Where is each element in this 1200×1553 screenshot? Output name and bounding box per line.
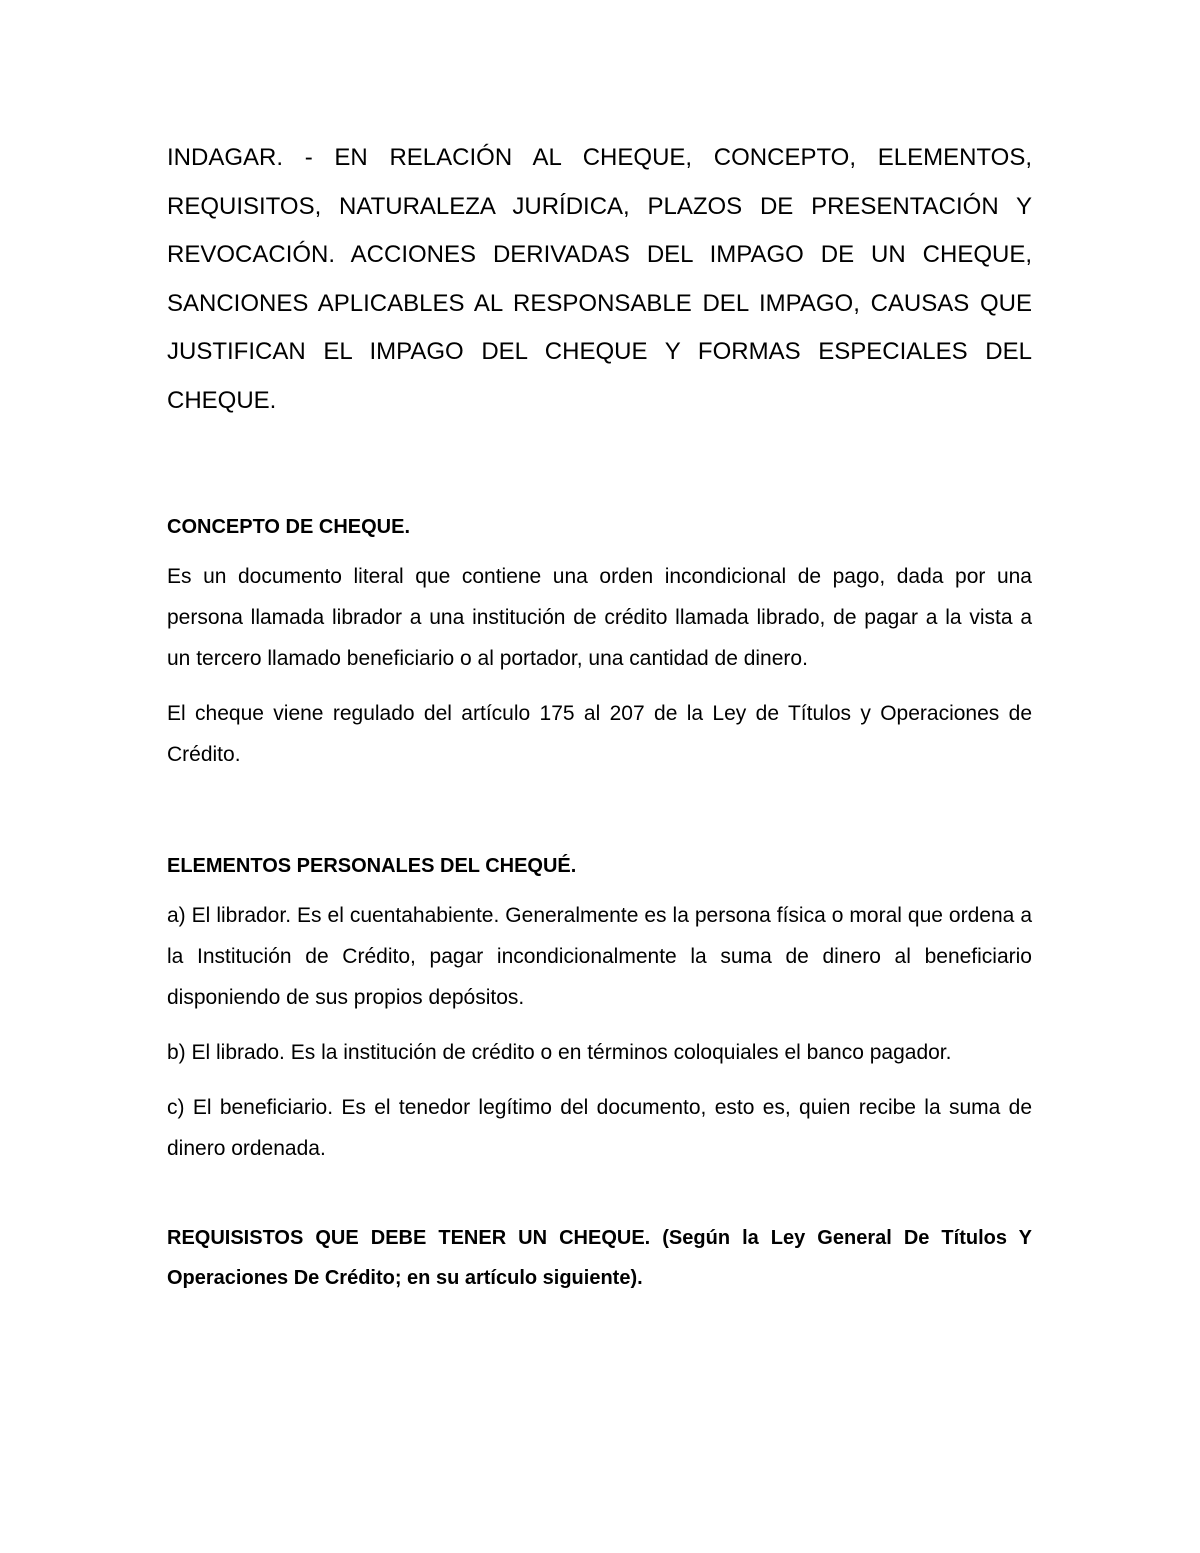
document-content: [167, 134, 1032, 1298]
paragraph-beneficiario: c) El beneficiario. Es el tenedor legítimo del documento, esto es, quien recibe la suma de dinero ordenada.: [167, 1096, 1032, 1160]
heading-concepto: CONCEPTO DE CHEQUE.: [167, 516, 410, 538]
paragraph-concepto-regulation: El cheque viene regulado del artículo 175 al 207 de la Ley de Títulos y Operaciones de Crédito.: [167, 702, 1032, 766]
heading-requisitos: REQUISISTOS QUE DEBE TENER UN CHEQUE. (Según la Ley General De Títulos Y Operaciones De Crédito; en su artículo siguiente).: [167, 1227, 1032, 1289]
paragraph-librado: b) El librado. Es la institución de crédito o en términos coloquiales el banco pagador.: [167, 1041, 952, 1064]
document-title: INDAGAR. - EN RELACIÓN AL CHEQUE, CONCEPTO, ELEMENTOS, REQUISITOS, NATURALEZA JURÍDICA, PLAZOS DE PRESENTACIÓN Y REVOCACIÓN. ACCIONES DERIVADAS DEL IMPAGO DE UN CHEQUE, SANCIONES APLICABLES AL RESPONSABLE DEL IMPAGO, CAUSAS QUE JUSTIFICAN EL IMPAGO DEL CHEQUE Y FORMAS ESPECIALES DEL CHEQUE.: [167, 144, 1032, 414]
paragraph-librador: a) El librador. Es el cuentahabiente. Generalmente es la persona física o moral que ordena a la Institución de Crédito, pagar incondicionalmente la suma de dinero al beneficiario disponiendo de sus propios depósitos.: [167, 904, 1032, 1009]
heading-elementos: ELEMENTOS PERSONALES DEL CHEQUÉ.: [167, 855, 577, 877]
paragraph-concepto-definition: Es un documento literal que contiene una orden incondicional de pago, dada por una persona llamada librador a una institución de crédito llamada librado, de pagar a la vista a un tercero llamado beneficiario o al portador, una cantidad de dinero.: [167, 565, 1032, 670]
